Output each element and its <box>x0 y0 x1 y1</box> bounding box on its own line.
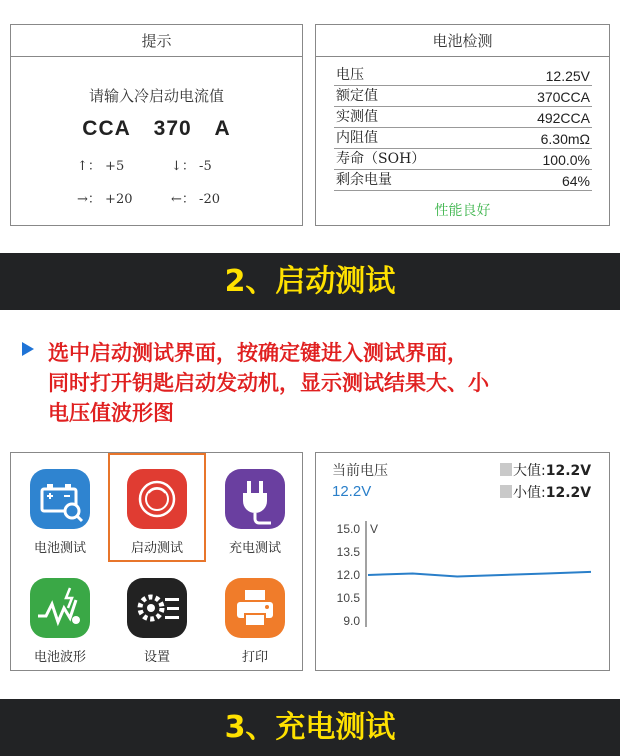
hint-title: 提示 <box>11 25 302 57</box>
battery-test-panel <box>315 24 610 226</box>
key-up-hint: ↑： +5 <box>77 159 125 174</box>
section-banner-start-test: 2、启动测试 <box>0 253 620 310</box>
result-row-soh: 寿命（SOH） 100.0% <box>336 151 590 168</box>
y-tick-label: 15.0 <box>336 522 360 536</box>
instruction-line-3: 电压值波形图 <box>48 401 174 425</box>
plug-icon <box>225 469 285 529</box>
waveform-icon <box>30 578 90 638</box>
voltage-waveform-chart <box>316 453 609 670</box>
instruction-line-2: 同时打开钥匙启动发动机，显示测试结果大、小 <box>48 371 489 395</box>
section-banner-charging-test: 3、充电测试 <box>0 699 620 756</box>
menu-item-print[interactable] <box>206 562 304 671</box>
menu-item-label: 电池波形 <box>33 650 86 665</box>
instruction-line-1: 选中启动测试界面，按确定键进入测试界面， <box>48 341 468 365</box>
key-down-hint: ↓： -5 <box>171 159 212 174</box>
start-button-icon <box>127 469 187 529</box>
menu-item-battery-waveform[interactable] <box>11 562 109 671</box>
max-value-prefix-blur <box>500 463 512 476</box>
voltage-waveform-panel <box>315 452 610 671</box>
battery-test-icon <box>30 469 90 529</box>
y-tick-label: 9.0 <box>343 614 360 628</box>
menu-item-settings[interactable] <box>108 562 206 671</box>
key-left-hint: ←： -20 <box>171 192 220 207</box>
cca-readout <box>11 117 302 141</box>
current-voltage-value: 12.2V <box>332 483 372 500</box>
menu-item-label: 打印 <box>241 650 268 665</box>
result-row-voltage: 电压 12.25V <box>336 67 590 84</box>
menu-item-label: 电池测试 <box>33 541 86 556</box>
current-voltage-label: 当前电压 <box>332 463 388 479</box>
menu-item-label: 启动测试 <box>130 541 183 556</box>
y-tick-label: 12.0 <box>336 568 360 582</box>
cca-label: CCA <box>82 117 131 140</box>
y-axis-unit-label: V <box>370 522 379 536</box>
settings-icon <box>127 578 187 638</box>
cca-value: 370 <box>153 117 192 140</box>
hint-panel <box>10 24 303 226</box>
voltage-series-line <box>368 572 591 577</box>
menu-item-label: 设置 <box>143 650 170 665</box>
instruction-text <box>22 338 602 428</box>
key-right-hint: →： +20 <box>77 192 133 207</box>
printer-icon <box>225 578 285 638</box>
main-menu-panel <box>10 452 303 671</box>
y-tick-label: 10.5 <box>336 591 360 605</box>
y-tick-label: 13.5 <box>336 545 360 559</box>
menu-item-charging-test[interactable] <box>206 453 304 562</box>
hint-prompt: 请输入冷启动电流值 <box>88 87 224 105</box>
result-row-charge: 剩余电量 64% <box>336 172 590 189</box>
max-value-label: 大值:12.2V <box>513 463 592 479</box>
cca-unit: A <box>214 117 231 140</box>
min-value-label: 小值:12.2V <box>513 485 592 501</box>
status-text: 性能良好 <box>434 203 491 219</box>
menu-item-battery-test[interactable] <box>11 453 109 562</box>
menu-item-label: 充电测试 <box>228 541 281 556</box>
menu-item-start-test[interactable] <box>108 453 206 562</box>
triangle-bullet-icon <box>22 342 34 356</box>
result-row-measured: 实测值 492CCA <box>336 109 590 126</box>
result-row-resistance: 内阻值 6.30mΩ <box>336 130 590 147</box>
min-value-prefix-blur <box>500 485 512 498</box>
result-row-rated: 额定值 370CCA <box>336 88 590 105</box>
battery-test-title: 电池检测 <box>316 25 609 57</box>
